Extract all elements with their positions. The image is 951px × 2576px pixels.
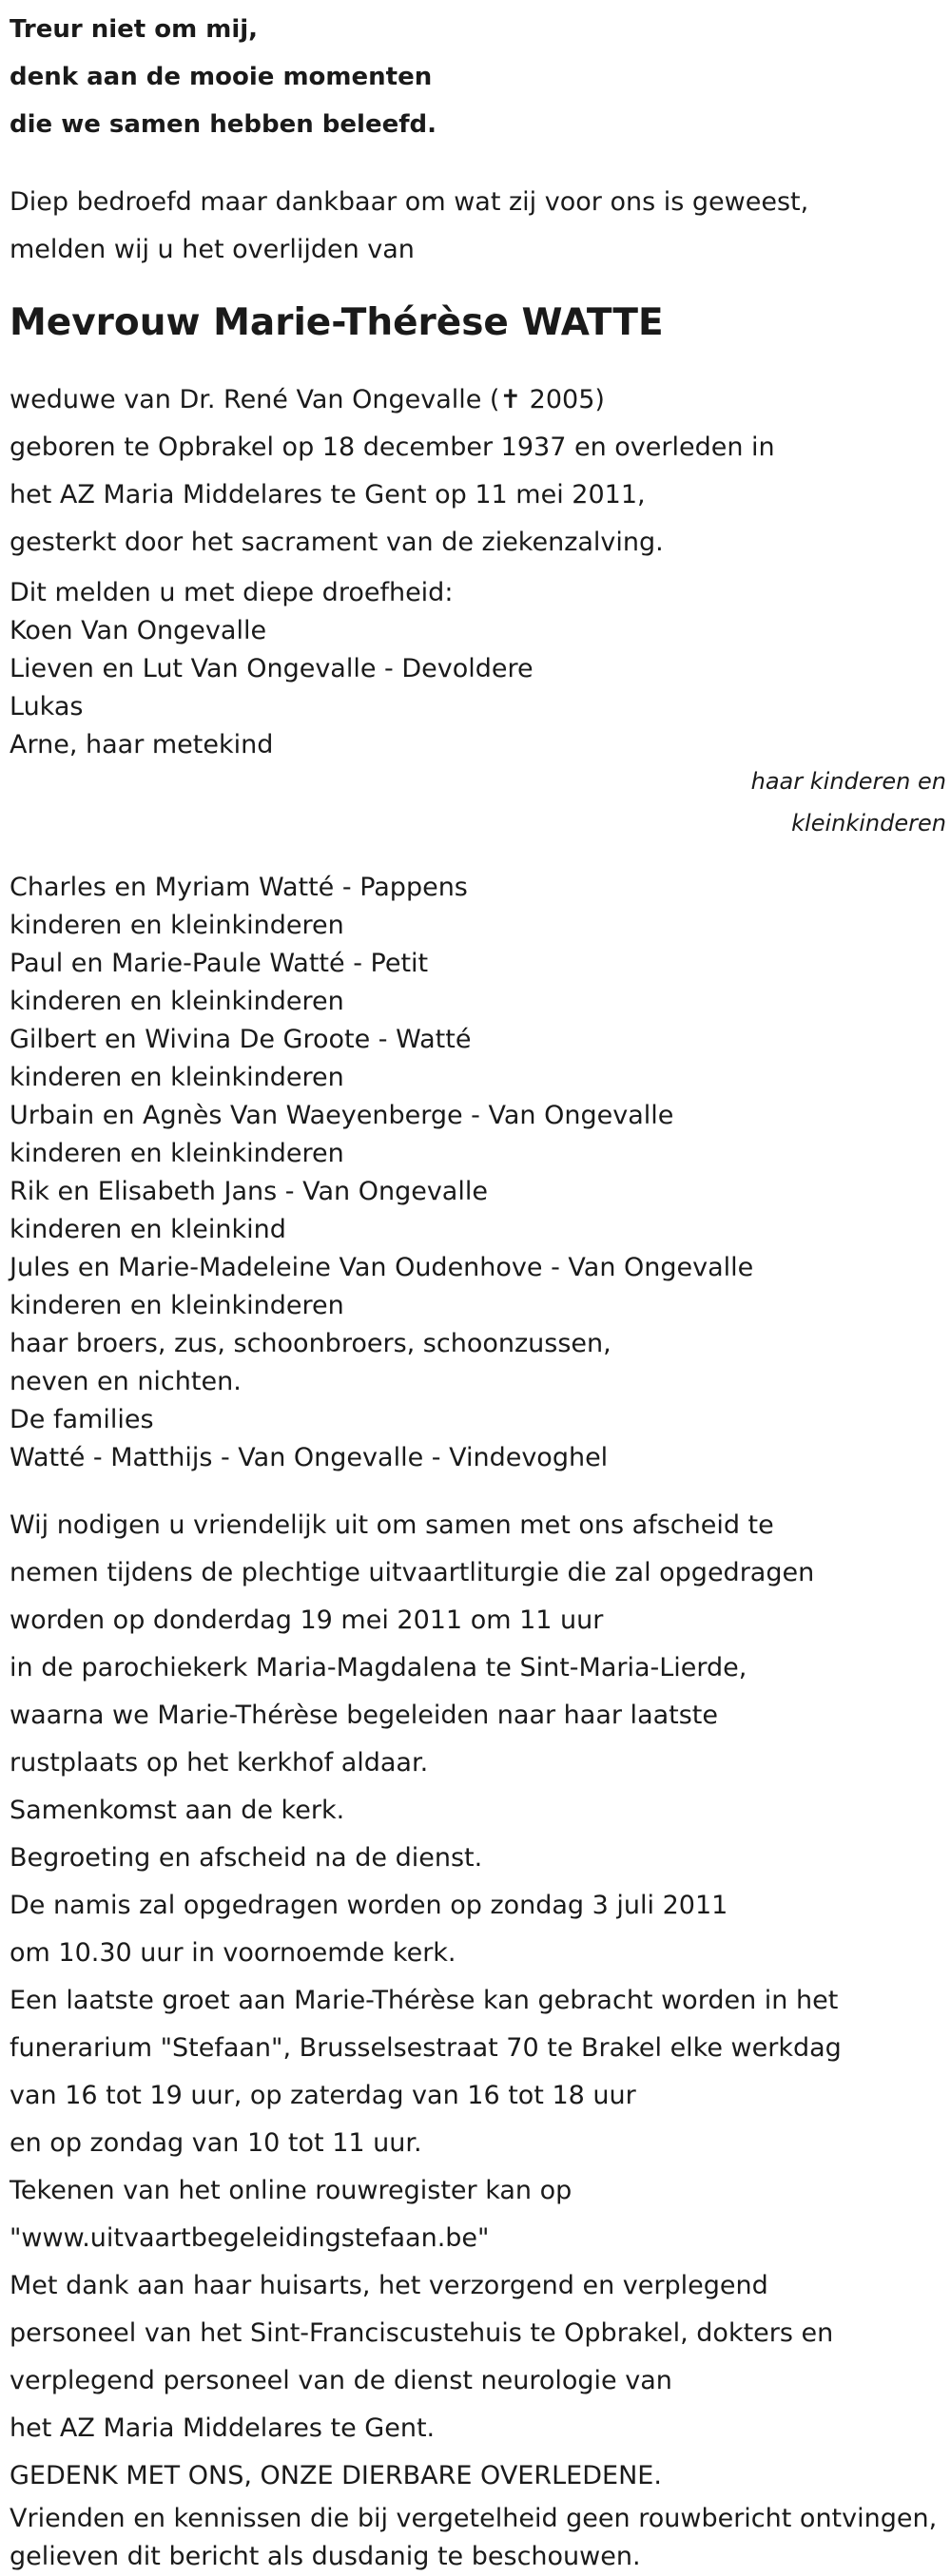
ceremony-line: "www.uitvaartbegeleidingstefaan.be" [10,2223,490,2253]
deceased-name: Mevrouw Marie-Thérèse WATTE [10,301,664,344]
announce-line: Koen Van Ongevalle [10,616,267,645]
intro-paragraph [10,179,946,274]
ceremony-line: om 10.30 uur in voornoemde kerk. [10,1938,456,1968]
announcement-list [10,574,946,764]
ceremony-line: funerarium "Stefaan", Brusselsestraat 70 te Brakel elke werkdag [10,2033,842,2063]
family-line: Gilbert en Wivina De Groote - Watté [10,1025,472,1054]
ceremony-line: GEDENK MET ONS, ONZE DIERBARE OVERLEDENE. [10,2461,662,2490]
closing-line: Vrienden en kennissen die bij vergetelheid geen rouwbericht ontvingen, [10,2504,938,2533]
ceremony-line: en op zondag van 10 tot 11 uur. [10,2128,422,2158]
family-line: Watté - Matthijs - Van Ongevalle - Vindevoghel [10,1443,609,1472]
bio-line: gesterkt door het sacrament van de ziekenzalving. [10,528,664,557]
announce-line: Arne, haar metekind [10,730,274,759]
bio-line: geboren te Opbrakel op 18 december 1937 en overleden in [10,433,775,462]
family-line: Urbain en Agnès Van Waeyenberge - Van Ongevalle [10,1101,674,1130]
announce-line: Lieven en Lut Van Ongevalle - Devoldere [10,654,534,683]
ceremony-line: Met dank aan haar huisarts, het verzorgend en verplegend [10,2271,768,2300]
family-line: neven en nichten. [10,1367,242,1396]
family-line: kinderen en kleinkinderen [10,1291,344,1320]
announce-line: Lukas [10,692,84,721]
ceremony-line: waarna we Marie-Thérèse begeleiden naar haar laatste [10,1701,719,1730]
children-note-line: haar kinderen en [750,768,946,795]
ceremony-line: Tekenen van het online rouwregister kan op [10,2176,573,2205]
ceremony-line: personeel van het Sint-Franciscustehuis te Opbrakel, dokters en [10,2318,834,2348]
family-line: Jules en Marie-Madeleine Van Oudenhove - Van Ongevalle [10,1253,754,1282]
family-line: kinderen en kleinkinderen [10,987,344,1016]
ceremony-details [10,1502,946,2500]
obituary-notice [10,0,946,2576]
ceremony-line: verplegend personeel van de dienst neurologie van [10,2366,672,2395]
family-list [10,869,946,1477]
family-line: Paul en Marie-Paule Watté - Petit [10,949,429,978]
family-line: Rik en Elisabeth Jans - Van Ongevalle [10,1177,488,1206]
family-line: haar broers, zus, schoonbroers, schoonzussen, [10,1329,611,1358]
family-line: kinderen en kleinkinderen [10,1063,344,1092]
ceremony-line: het AZ Maria Middelares te Gent. [10,2413,436,2443]
ceremony-line: Samenkomst aan de kerk. [10,1796,345,1825]
intro-line: Diep bedroefd maar dankbaar om wat zij voor ons is geweest, [10,187,809,217]
verse-line: die we samen hebben beleefd. [10,110,437,139]
family-line: kinderen en kleinkind [10,1215,286,1244]
family-line: kinderen en kleinkinderen [10,1139,344,1168]
closing-note [10,2500,946,2576]
ceremony-line: van 16 tot 19 uur, op zaterdag van 16 tot 18 uur [10,2081,636,2110]
verse-line: Treur niet om mij, [10,15,259,44]
children-note-line: kleinkinderen [791,810,946,836]
closing-line: gelieven dit bericht als dusdanig te beschouwen. [10,2542,641,2571]
opening-verse [10,6,946,148]
ceremony-line: Wij nodigen u vriendelijk uit om samen met ons afscheid te [10,1510,774,1540]
ceremony-line: rustplaats op het kerkhof aldaar. [10,1748,429,1778]
ceremony-line: De namis zal opgedragen worden op zondag 3 juli 2011 [10,1891,728,1920]
biography [10,376,946,567]
announce-line: Dit melden u met diepe droefheid: [10,578,454,607]
bio-line: weduwe van Dr. René Van Ongevalle (✝ 2005) [10,385,605,414]
verse-line: denk aan de mooie momenten [10,63,433,91]
family-line: kinderen en kleinkinderen [10,911,344,940]
family-line: De families [10,1405,154,1434]
ceremony-line: in de parochiekerk Maria-Magdalena te Sint-Maria-Lierde, [10,1653,747,1682]
intro-line: melden wij u het overlijden van [10,235,415,264]
ceremony-line: Begroeting en afscheid na de dienst. [10,1843,483,1873]
ceremony-line: Een laatste groet aan Marie-Thérèse kan gebracht worden in het [10,1986,839,2015]
children-note [10,760,946,844]
bio-line: het AZ Maria Middelares te Gent op 11 mei 2011, [10,480,646,509]
ceremony-line: nemen tijdens de plechtige uitvaartliturgie die zal opgedragen [10,1558,815,1587]
family-line: Charles en Myriam Watté - Pappens [10,873,468,902]
ceremony-line: worden op donderdag 19 mei 2011 om 11 uur [10,1605,604,1635]
